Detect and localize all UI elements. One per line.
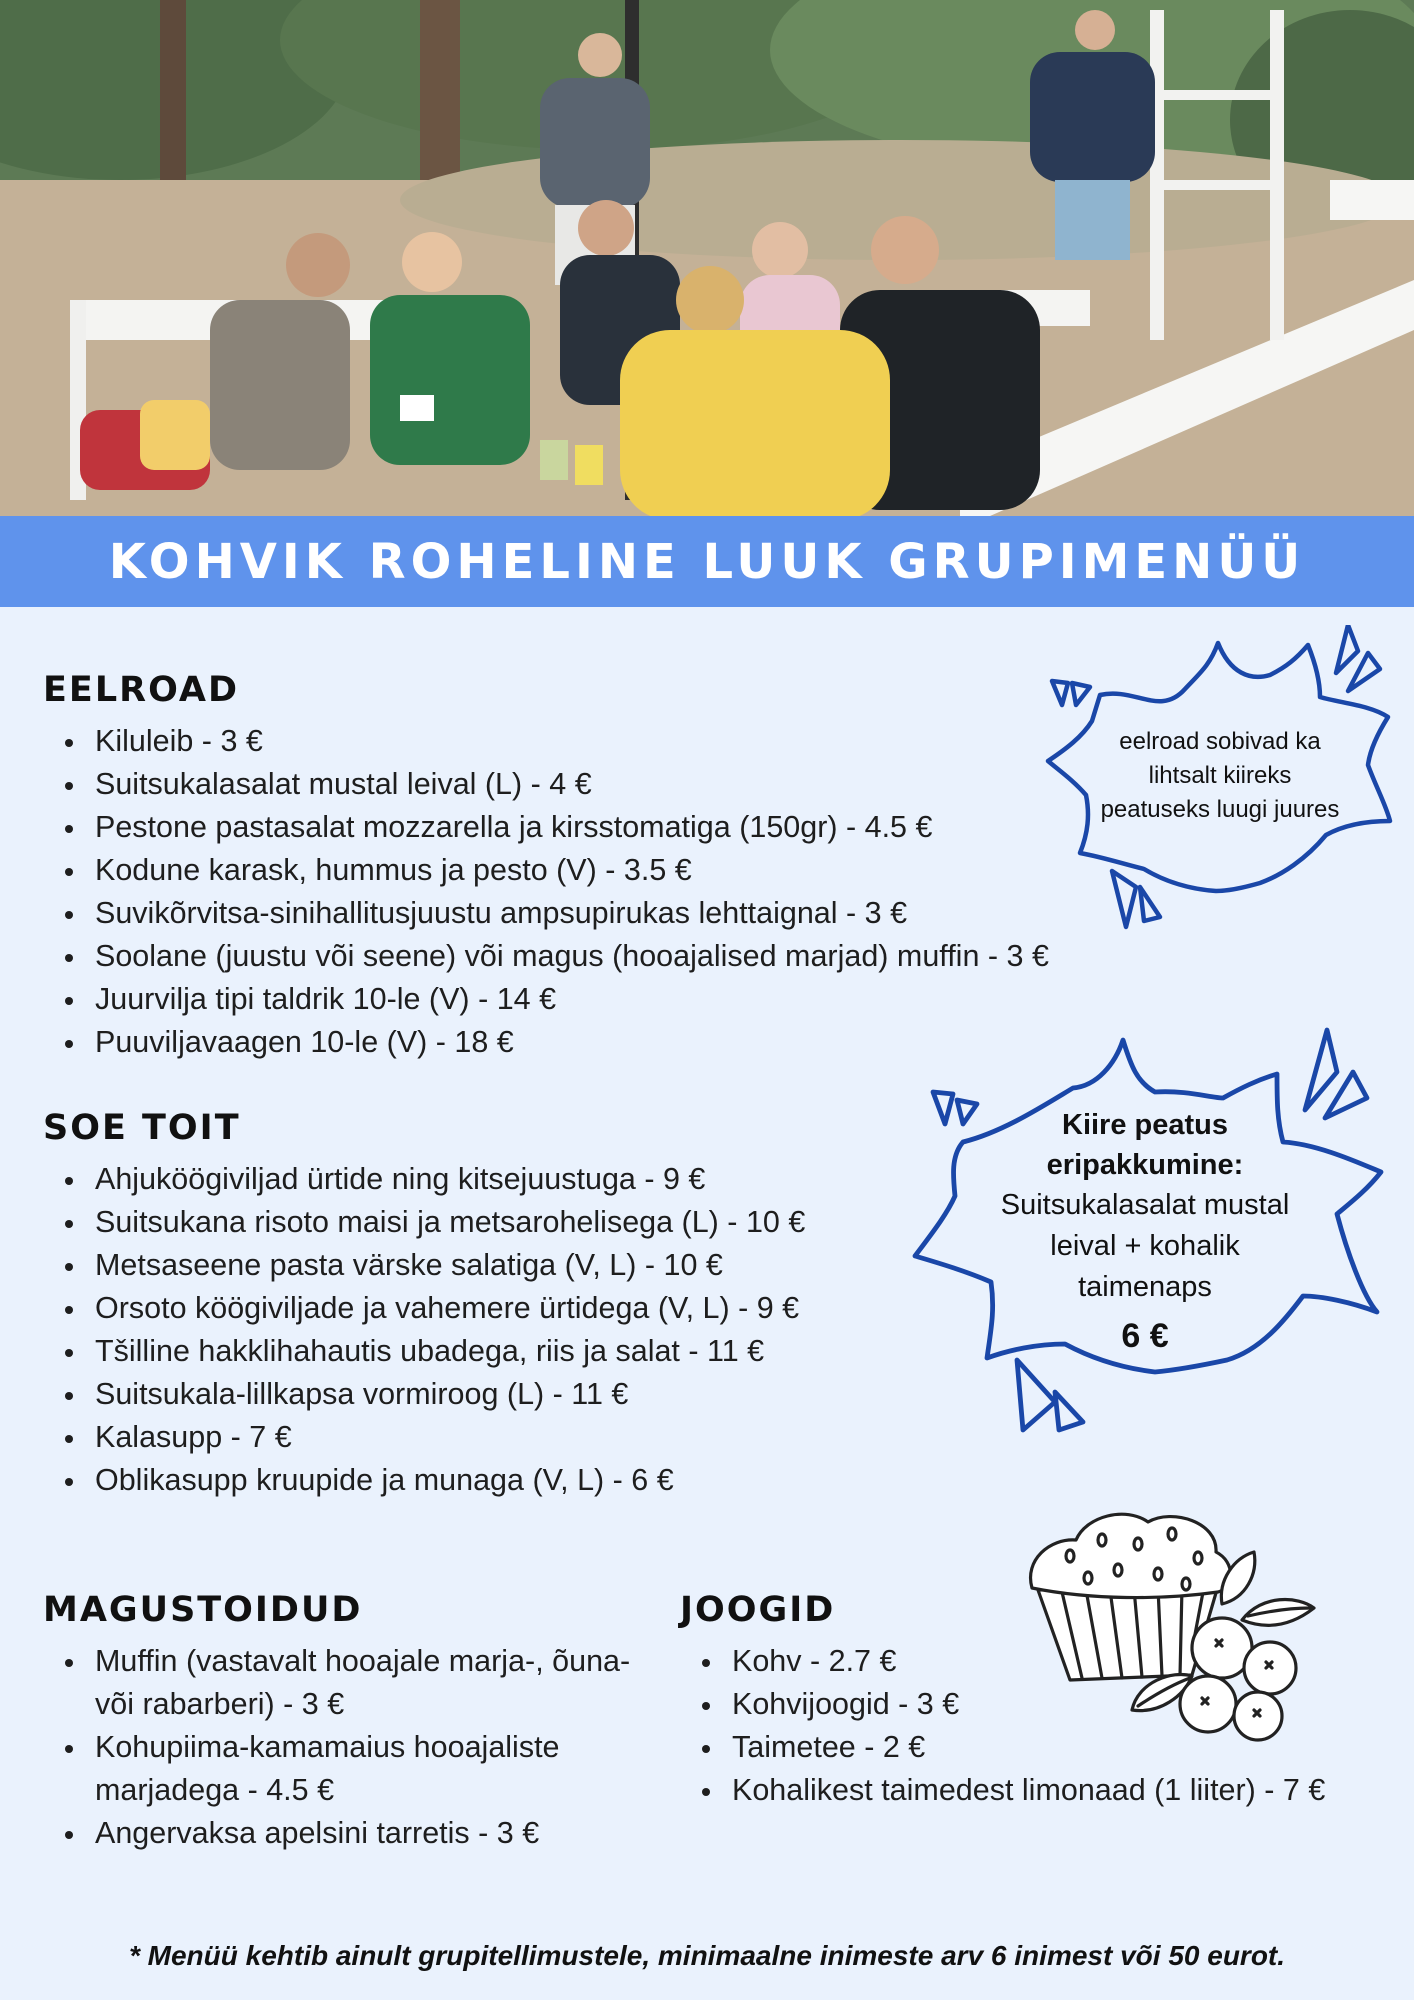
list-item: Soolane (juustu või seene) või magus (hooajalised marjad) muffin - 3 € <box>43 935 1203 978</box>
section-eelroad <box>43 670 1203 1064</box>
list-item: Kodune karask, hummus ja pesto (V) - 3.5 € <box>43 849 1203 892</box>
section-title-magustoidud: MAGUSTOIDUD <box>43 1590 363 1630</box>
list-item: Kalasupp - 7 € <box>43 1416 943 1459</box>
section-magustoidud <box>43 1590 643 1855</box>
section-soe-toit <box>43 1108 943 1502</box>
list-item: Pestone pastasalat mozzarella ja kirsstomatiga (150gr) - 4.5 € <box>43 806 1203 849</box>
section-title-soe-toit: SOE TOIT <box>43 1108 241 1148</box>
page-title: KOHVIK ROHELINE LUUK GRUPIMENÜÜ <box>108 533 1306 590</box>
note-bubble <box>1040 625 1400 945</box>
offer-bubble <box>905 1020 1395 1445</box>
list-item: Kohupiima-kamamaius hooajaliste marjadega - 4.5 € <box>43 1726 643 1812</box>
offer-heading-line1: Kiire peatus <box>1062 1109 1228 1141</box>
list-item: Suvikõrvitsa-sinihallitusjuustu ampsupirukas lehttaignal - 3 € <box>43 892 1203 935</box>
list-item: Metsaseene pasta värske salatiga (V, L) - 10 € <box>43 1244 943 1287</box>
footer-note: * Menüü kehtib ainult grupitellimustele, minimaalne inimeste arv 6 inimest või 50 eurot. <box>128 1940 1286 1971</box>
list-item: Juurvilja tipi taldrik 10-le (V) - 14 € <box>43 978 1203 1021</box>
offer-heading-line2: eripakkumine: <box>1046 1149 1244 1181</box>
section-title-joogid: JOOGID <box>680 1590 836 1630</box>
header-photo-illustration <box>0 0 1414 516</box>
list-item: Angervaksa apelsini tarretis - 3 € <box>43 1812 643 1855</box>
list-item: Oblikasupp kruupide ja munaga (V, L) - 6 € <box>43 1459 943 1502</box>
offer-desc-line3: taimenaps <box>1078 1271 1212 1303</box>
list-item: Kiluleib - 3 € <box>43 720 1203 763</box>
list-item: Muffin (vastavalt hooajale marja-, õuna- või rabarberi) - 3 € <box>43 1640 643 1726</box>
eelroad-list <box>43 720 1203 1064</box>
list-item: Tšilline hakklihahautis ubadega, riis ja salat - 11 € <box>43 1330 943 1373</box>
list-item: Suitsukala-lillkapsa vormiroog (L) - 11 € <box>43 1373 943 1416</box>
list-item: Kohalikest taimedest limonaad (1 liiter) - 7 € <box>680 1769 1400 1812</box>
offer-desc-line1: Suitsukalasalat mustal <box>1000 1189 1290 1221</box>
header-photo <box>0 0 1414 516</box>
soe-toit-list <box>43 1158 943 1502</box>
list-item: Taimetee - 2 € <box>680 1726 1400 1769</box>
list-item: Suitsukana risoto maisi ja metsarohelisega (L) - 10 € <box>43 1201 943 1244</box>
list-item: Kohv - 2.7 € <box>680 1640 1400 1683</box>
list-item: Suitsukalasalat mustal leival (L) - 4 € <box>43 763 1203 806</box>
offer-desc-line2: leival + kohalik <box>1050 1230 1240 1262</box>
offer-price: 6 € <box>1121 1317 1169 1355</box>
muffin-berries-illustration <box>1022 1500 1322 1745</box>
list-item: Kohvijoogid - 3 € <box>680 1683 1400 1726</box>
section-title-eelroad: EELROAD <box>43 670 240 710</box>
magustoidud-list <box>43 1640 643 1855</box>
offer-text <box>975 1105 1315 1364</box>
list-item: Ahjuköögiviljad ürtide ning kitsejuustuga - 9 € <box>43 1158 943 1201</box>
title-band <box>0 516 1414 607</box>
list-item: Orsoto köögiviljade ja vahemere ürtidega (V, L) - 9 € <box>43 1287 943 1330</box>
note-text: eelroad sobivad ka lihtsalt kiireks peatuseks luugi juures <box>1100 728 1340 823</box>
list-item: Puuviljavaagen 10-le (V) - 18 € <box>43 1021 1203 1064</box>
